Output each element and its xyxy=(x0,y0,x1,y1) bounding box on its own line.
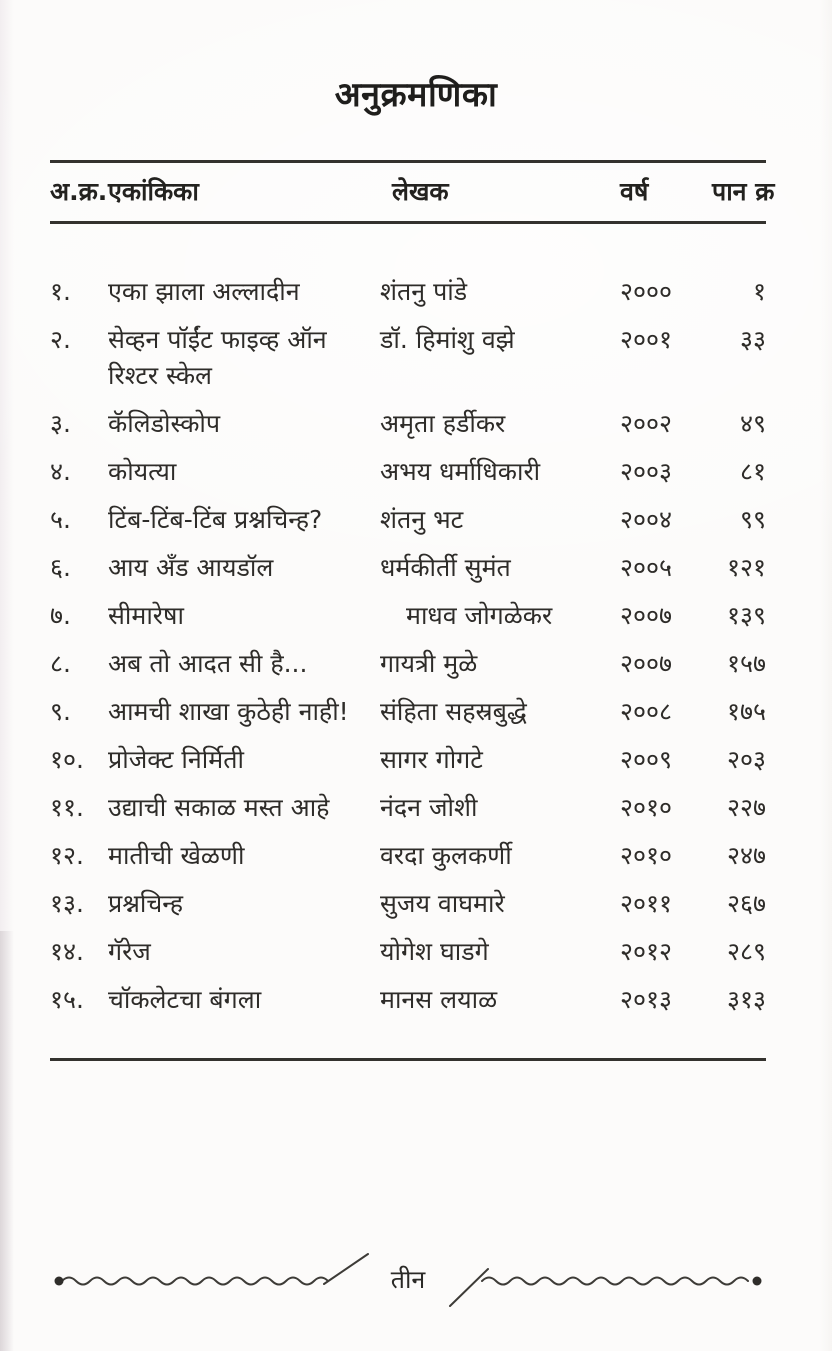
row-year: २०१० xyxy=(620,841,673,870)
header-serial-no: अ.क्र. xyxy=(50,177,108,206)
row-serial-no: १. xyxy=(50,277,71,306)
row-title-line1: कॅलिडोस्कोप xyxy=(108,409,221,438)
toc-row xyxy=(50,502,766,538)
row-author: वरदा कुलकर्णी xyxy=(380,841,512,870)
row-year: २००७ xyxy=(620,601,673,630)
row-year: २००४ xyxy=(620,505,673,534)
row-play-title xyxy=(108,502,380,538)
row-title-line1: मातीची खेळणी xyxy=(108,841,245,870)
row-author: डॉ. हिमांशु वझे xyxy=(380,325,515,354)
row-play-title xyxy=(108,598,380,634)
row-author: अभय धर्माधिकारी xyxy=(380,457,541,486)
header-year: वर्ष xyxy=(620,177,649,206)
row-serial-no: ८. xyxy=(50,649,71,678)
row-page-no: १७५ xyxy=(726,697,766,726)
row-play-title xyxy=(108,982,380,1018)
row-author: सुजय वाघमारे xyxy=(380,889,505,918)
row-page-no: ९९ xyxy=(739,505,766,534)
row-title-line1: सेव्हन पॉईंट फाइव्ह ऑन xyxy=(108,325,327,354)
row-play-title xyxy=(108,274,380,310)
row-title-line1: एका झाला अल्लादीन xyxy=(108,277,300,306)
row-play-title xyxy=(108,886,380,922)
row-serial-no: ६. xyxy=(50,553,71,582)
row-serial-no: ४. xyxy=(50,457,71,486)
row-serial-no: १४. xyxy=(50,937,84,966)
toc-row xyxy=(50,790,766,826)
row-page-no: १२१ xyxy=(726,553,766,582)
row-page-no: १५७ xyxy=(726,649,766,678)
row-page-no: ३३ xyxy=(739,325,766,354)
row-year: २००३ xyxy=(620,457,673,486)
row-title-line2: रिश्टर स्केल xyxy=(108,361,212,390)
row-page-no: २०३ xyxy=(726,745,766,774)
toc-table xyxy=(50,160,775,1061)
row-page-no: ३१३ xyxy=(726,985,766,1014)
row-page-no: २८९ xyxy=(726,937,766,966)
page-footer xyxy=(50,1248,766,1314)
row-page-no: २२७ xyxy=(726,793,766,822)
row-author: नंदन जोशी xyxy=(380,793,478,822)
row-author: शंतनु भट xyxy=(380,505,464,534)
toc-row xyxy=(50,454,766,490)
row-play-title xyxy=(108,406,380,442)
row-play-title xyxy=(108,322,380,394)
row-page-no: ४९ xyxy=(739,409,766,438)
toc-row xyxy=(50,934,766,970)
row-year: २०१० xyxy=(620,793,673,822)
row-year: २००८ xyxy=(620,697,673,726)
toc-row xyxy=(50,406,766,442)
row-play-title xyxy=(108,838,380,874)
row-serial-no: २. xyxy=(50,325,71,354)
row-play-title xyxy=(108,790,380,826)
row-title-line1: प्रोजेक्ट निर्मिती xyxy=(108,745,244,774)
row-play-title xyxy=(108,934,380,970)
row-page-no: १३९ xyxy=(726,601,766,630)
row-serial-no: १५. xyxy=(50,985,84,1014)
row-page-no: २६७ xyxy=(726,889,766,918)
row-serial-no: १३. xyxy=(50,889,84,918)
row-serial-no: ७. xyxy=(50,601,71,630)
page-title: अनुक्रमणिका xyxy=(334,75,498,115)
row-play-title xyxy=(108,454,380,490)
row-year: २०११ xyxy=(620,889,673,918)
row-serial-no: ११. xyxy=(50,793,84,822)
footer-page-number: तीन xyxy=(390,1265,426,1294)
row-author: संहिता सहस्रबुद्धे xyxy=(380,697,527,726)
row-author: सागर गोगटे xyxy=(380,745,483,774)
row-serial-no: ५. xyxy=(50,505,71,534)
toc-row xyxy=(50,550,766,586)
row-author: धर्मकीर्ती सुमंत xyxy=(380,553,511,582)
row-title-line1: चॉकलेटचा बंगला xyxy=(108,985,262,1014)
row-year: २००१ xyxy=(620,325,673,354)
row-serial-no: १०. xyxy=(50,745,84,774)
row-title-line1: अब तो आदत सी है... xyxy=(108,649,308,678)
toc-row xyxy=(50,598,766,634)
row-author: गायत्री मुळे xyxy=(380,649,478,678)
row-page-no: ८१ xyxy=(739,457,766,486)
row-title-line1: उद्याची सकाळ मस्त आहे xyxy=(108,793,330,822)
toc-row xyxy=(50,646,766,682)
row-author: शंतनु पांडे xyxy=(380,277,468,306)
toc-row xyxy=(50,742,766,778)
row-year: २००२ xyxy=(620,409,673,438)
row-author: माधव जोगळेकर xyxy=(406,601,553,630)
row-serial-no: १२. xyxy=(50,841,84,870)
row-author: योगेश घाडगे xyxy=(380,937,489,966)
row-year: २००० xyxy=(620,277,673,306)
toc-row xyxy=(50,838,766,874)
row-title-line1: प्रश्नचिन्ह xyxy=(108,889,184,918)
row-title-line1: आमची शाखा कुठेही नाही! xyxy=(108,697,349,726)
toc-header-row xyxy=(50,160,775,224)
row-serial-no: ३. xyxy=(50,409,71,438)
row-title-line1: सीमारेषा xyxy=(108,601,184,630)
toc-row xyxy=(50,322,766,394)
row-title-line1: गॅरेज xyxy=(108,937,151,966)
row-year: २०१३ xyxy=(620,985,673,1014)
toc-row xyxy=(50,982,766,1018)
row-title-line1: टिंब-टिंब-टिंब प्रश्नचिन्ह? xyxy=(108,505,323,534)
row-year: २०१२ xyxy=(620,937,673,966)
row-title-line1: कोयत्या xyxy=(108,457,177,486)
row-author: मानस लयाळ xyxy=(380,985,498,1014)
row-page-no: २४७ xyxy=(726,841,766,870)
row-title-line1: आय अँड आयडॉल xyxy=(108,553,274,582)
toc-body xyxy=(50,224,766,1061)
toc-row xyxy=(50,694,766,730)
row-year: २००५ xyxy=(620,553,673,582)
row-year: २००९ xyxy=(620,745,673,774)
row-page-no: १ xyxy=(752,277,766,306)
row-serial-no: ९. xyxy=(50,697,71,726)
row-play-title xyxy=(108,550,380,586)
row-play-title xyxy=(108,742,380,778)
row-author: अमृता हर्डीकर xyxy=(380,409,506,438)
row-play-title xyxy=(108,646,380,682)
header-play-title: एकांकिका xyxy=(108,177,199,206)
toc-row xyxy=(50,274,766,310)
toc-row xyxy=(50,886,766,922)
header-author: लेखक xyxy=(392,177,449,206)
header-page-no: पान क्र xyxy=(712,177,775,206)
row-year: २००७ xyxy=(620,649,673,678)
row-play-title xyxy=(108,694,380,730)
